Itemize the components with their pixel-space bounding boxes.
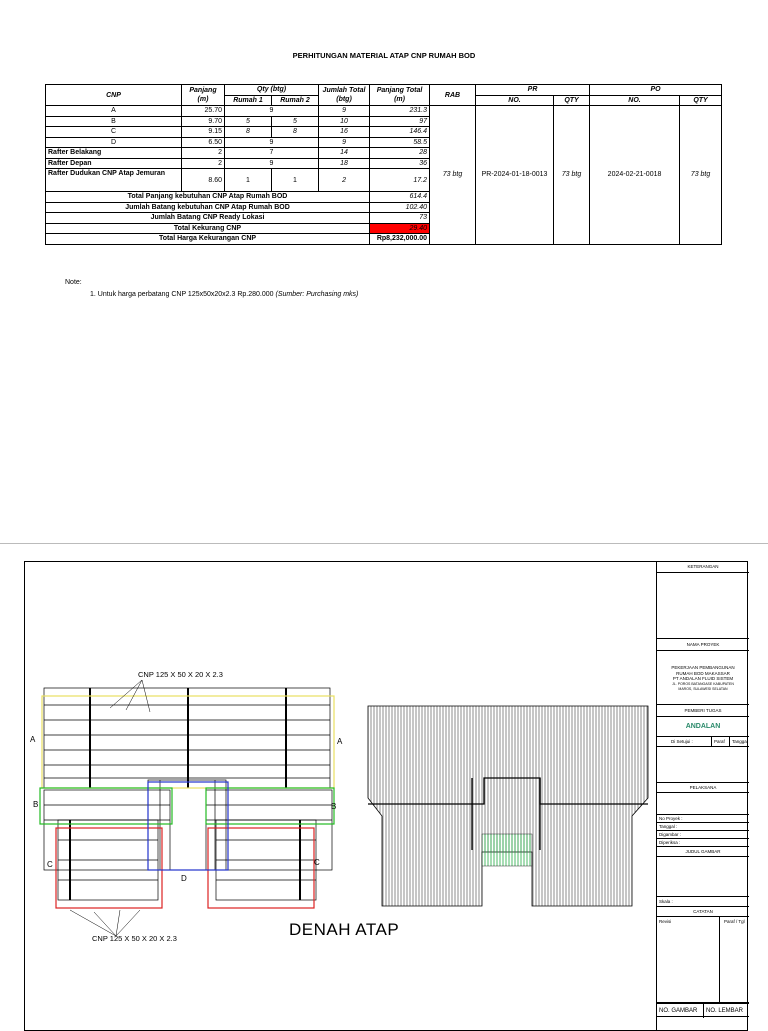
- row-qty: 7: [225, 148, 319, 159]
- row-name: D: [46, 137, 182, 148]
- summary-value: 614.4: [370, 192, 430, 203]
- summary-label: Total Kekurang CNP: [46, 223, 370, 234]
- table-row: [46, 106, 722, 117]
- tanggal-field: Tanggal :: [657, 823, 749, 831]
- roof-framing-plan: [30, 660, 350, 950]
- total-price-value: Rp8,232,000.00: [370, 234, 430, 245]
- title-block: [656, 561, 749, 1031]
- row-r2: 1: [272, 169, 319, 192]
- header-panjang: Panjang (m): [182, 85, 225, 106]
- summary-label: Total Harga Kekurangan CNP: [46, 234, 370, 245]
- row-ptotal: 17.2: [370, 169, 430, 192]
- row-qty: 9: [225, 158, 319, 169]
- shortage-value: 29.40: [370, 223, 430, 234]
- row-name: Rafter Belakang: [46, 148, 182, 159]
- area-b-right-outline: [206, 788, 337, 824]
- label-c-right: C: [314, 858, 320, 867]
- drawing-caption: DENAH ATAP: [289, 920, 400, 939]
- roof-outline: [368, 706, 648, 906]
- project-info: PEKERJAAN PEMBANGUNAN RUMAH BOD MAKASSAR PT ANDALAN FLUID SISTEM JL. POROS BATANGASE KABUPATEN MAROS, SULAWESI SELATAN: [657, 651, 749, 705]
- approval-space: [657, 747, 749, 783]
- header-panjang-total: Panjang Total (m): [370, 85, 430, 106]
- pr-qty: 73 btg: [554, 106, 590, 245]
- pemberi-tugas: PEMBERI TUGAS: [657, 705, 749, 717]
- rab-value: 73 btg: [430, 106, 476, 245]
- row-ptotal: 36: [370, 158, 430, 169]
- summary-label: Jumlah Batang kebutuhan CNP Atap Rumah BOD: [46, 202, 370, 213]
- note-label: Note:: [65, 279, 82, 286]
- no-proyek: No Proyek :: [657, 815, 749, 823]
- judul-gambar: JUDUL GAMBAR: [657, 847, 749, 857]
- diperiksa: Diperiksa :: [657, 839, 749, 847]
- row-total: 18: [319, 158, 370, 169]
- header-rumah2: Rumah 2: [272, 95, 319, 106]
- header-rab: RAB: [430, 85, 476, 106]
- row-r1: 1: [225, 169, 272, 192]
- label-a-left: A: [30, 735, 36, 744]
- keterangan: KETERANGAN: [657, 561, 749, 573]
- page-title: PERHITUNGAN MATERIAL ATAP CNP RUMAH BOD: [292, 51, 476, 60]
- note-line: 1. Untuk harga perbatang CNP 125x50x20x2.3 Rp.280.000 (Sumber: Purchasing mks): [90, 291, 359, 298]
- row-name: Rafter Dudukan CNP Atap Jemuran: [46, 169, 182, 192]
- row-ptotal: 146.4: [370, 127, 430, 138]
- row-panjang: 6.50: [182, 137, 225, 148]
- row-name: Rafter Depan: [46, 158, 182, 169]
- label-c-left: C: [47, 860, 53, 869]
- row-ptotal: 231.3: [370, 106, 430, 117]
- row-total: 10: [319, 116, 370, 127]
- skala: Skala :: [657, 897, 749, 907]
- row-name: C: [46, 127, 182, 138]
- row-ptotal: 58.5: [370, 137, 430, 148]
- label-a-right: A: [337, 737, 343, 746]
- row-panjang: 8.60: [182, 169, 225, 192]
- row-panjang: 9.70: [182, 116, 225, 127]
- label-d: D: [181, 874, 187, 883]
- digambar: Digambar :: [657, 831, 749, 839]
- row-name: B: [46, 116, 182, 127]
- nama-proyek: NAMA PROYEK: [657, 639, 749, 651]
- header-rumah1: Rumah 1: [225, 95, 272, 106]
- cnp-callout-bottom: CNP 125 X 50 X 20 X 2.3: [92, 934, 177, 943]
- row-name: A: [46, 106, 182, 117]
- summary-value: 73: [370, 213, 430, 224]
- header-pr-qty: QTY: [554, 95, 590, 106]
- header-cnp: CNP: [46, 85, 182, 106]
- company-logo: ANDALAN: [657, 717, 749, 737]
- row-panjang: 2: [182, 158, 225, 169]
- row-ptotal: 97: [370, 116, 430, 127]
- header-qty: Qty (btg): [225, 85, 319, 96]
- green-roof-section: [482, 834, 532, 866]
- row-r1: 8: [225, 127, 272, 138]
- header-po: PO: [590, 85, 722, 96]
- row-panjang: 25.70: [182, 106, 225, 117]
- material-table: [45, 84, 722, 245]
- keterangan-space: [657, 573, 749, 639]
- row-ptotal: 28: [370, 148, 430, 159]
- row-total: 9: [319, 106, 370, 117]
- drawing-number: NO. GAMBAR NO. LEMBAR: [657, 1003, 749, 1017]
- approval-header: Di Setujui : Paraf Tanggal: [657, 737, 749, 747]
- header-pr-no: NO.: [476, 95, 554, 106]
- row-panjang: 2: [182, 148, 225, 159]
- judul-space: [657, 857, 749, 897]
- catatan: CATATAN: [657, 907, 749, 917]
- po-no: 2024-02-21-0018: [590, 106, 680, 245]
- area-b-left-outline: [40, 788, 172, 824]
- summary-label: Jumlah Batang CNP Ready Lokasi: [46, 213, 370, 224]
- header-po-qty: QTY: [680, 95, 722, 106]
- header-po-no: NO.: [590, 95, 680, 106]
- row-qty: 9: [225, 106, 319, 117]
- row-r2: 5: [272, 116, 319, 127]
- row-total: 14: [319, 148, 370, 159]
- pr-no: PR-2024-01-18-0013: [476, 106, 554, 245]
- revisi-area: Revisi Paraf / Tgl: [657, 917, 749, 1003]
- row-r2: 8: [272, 127, 319, 138]
- cnp-callout-top: CNP 125 X 50 X 20 X 2.3: [138, 670, 223, 679]
- label-b-left: B: [33, 800, 39, 809]
- row-total: 9: [319, 137, 370, 148]
- header-jumlah-total: Jumlah Total (btg): [319, 85, 370, 106]
- summary-label: Total Panjang kebutuhan CNP Atap Rumah BOD: [46, 192, 370, 203]
- pelaksana-space: [657, 793, 749, 815]
- row-total: 2: [319, 169, 370, 192]
- header-pr: PR: [476, 85, 590, 96]
- row-panjang: 9.15: [182, 127, 225, 138]
- pelaksana: PELAKSANA: [657, 783, 749, 793]
- row-qty: 9: [225, 137, 319, 148]
- po-qty: 73 btg: [680, 106, 722, 245]
- roof-sheet-plan: [364, 700, 654, 912]
- label-b-right: B: [331, 802, 337, 811]
- row-r1: 5: [225, 116, 272, 127]
- summary-value: 102.40: [370, 202, 430, 213]
- row-total: 16: [319, 127, 370, 138]
